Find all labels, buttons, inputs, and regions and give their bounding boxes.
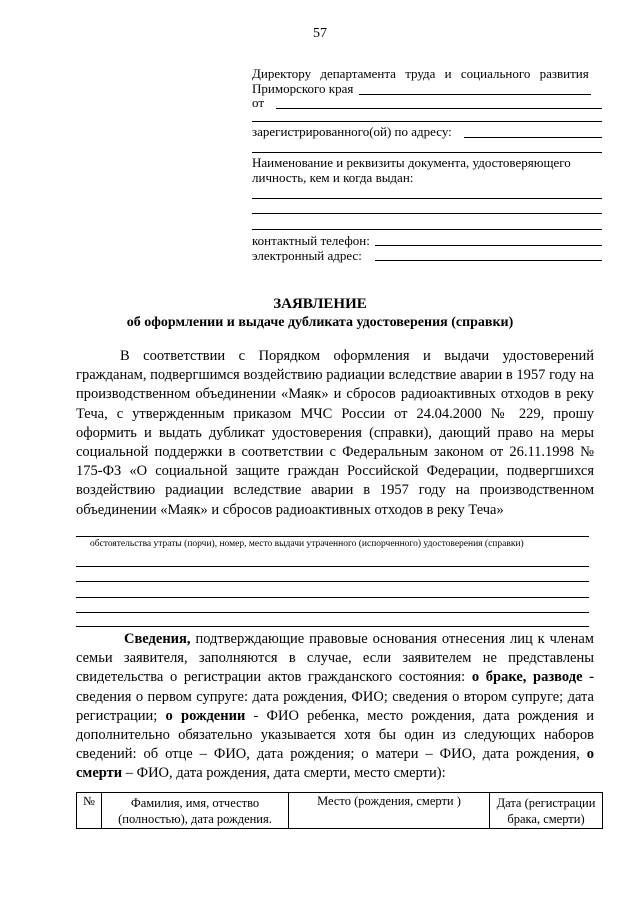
document-label-2: личность, кем и когда выдан: (252, 170, 414, 185)
from-fill-line[interactable] (276, 108, 602, 109)
col-date-line-2: брака, смерти) (507, 811, 585, 826)
registered-label: зарегистрированного(ой) по адресу: (252, 124, 452, 139)
application-paragraph: В соответствии с Порядком оформления и выдачи удостоверений гражданам, подвергшимся воздействию радиации вследствие аварии в 1957 году на производственном объединении «Маяк» и сбросов радиоактивных отходов в реку Теча, с утвержденным приказом МЧС России от 24.04.2000 № 229, прошу оформить и выдать дубликат удостоверения (справки), дающий право на меры социальной поддержки в соответствии с Федеральным законом от 26.11.1998 № 175-ФЗ «О социальной защите граждан Российской Федерации, подвергшихся воздействию радиации вследствие аварии в 1957 году на производственном объединении «Маяк» и сбросов радиоактивных отходов в реку Теча» (76, 348, 594, 518)
col-name-header (102, 793, 289, 829)
from-label: от (252, 95, 265, 110)
address-fill-line[interactable] (464, 137, 602, 138)
circumstances-line-5[interactable] (76, 612, 589, 613)
col-name-line-2: (полностью), дата рождения. (118, 811, 272, 826)
circumstances-line-3[interactable] (76, 581, 589, 582)
family-members-table (76, 792, 603, 829)
email-label: электронный адрес: (252, 248, 362, 263)
table-header-row (77, 793, 603, 829)
phone-label: контактный телефон: (252, 233, 370, 248)
col-date-line-1: Дата (регистрации (496, 795, 596, 810)
document-subtitle: об оформлении и выдаче дубликата удостоверения (справки) (126, 315, 514, 330)
info-text-3: - ФИО ребенка, место рождения, дата рождения и дополнительно обязательно указывается хотя бы один из следующих наборов сведений: об отце – ФИО, дата рождения; о матери – ФИО, дата рождения, (76, 707, 595, 763)
addressee-fill-line[interactable] (359, 94, 591, 95)
col-name-line-1: Фамилия, имя, отчество (130, 795, 260, 810)
page-number: 57 (313, 26, 327, 41)
addressee-line-2: Приморского края (252, 81, 354, 96)
document-fill-line-2[interactable] (252, 213, 602, 214)
circumstances-line-6[interactable] (76, 626, 589, 627)
document-fill-line-1[interactable] (252, 198, 602, 199)
circumstances-line-2[interactable] (76, 566, 589, 567)
document-fill-line-3[interactable] (252, 229, 602, 230)
circumstances-line-4[interactable] (76, 597, 589, 598)
addressee-line-1 (252, 66, 602, 81)
info-text-4: – ФИО, дата рождения, дата смерти, место смерти): (122, 765, 446, 782)
col-place-header: Место (рождения, смерти ) (289, 793, 490, 829)
addressee-text: Директору департамента труда и социального развития (252, 66, 589, 81)
phone-fill-line[interactable] (375, 245, 602, 246)
bold-term-marriage: о браке, разводе - (471, 669, 594, 686)
info-text-1: подтверждающие правовые основания отнесения лиц к членам семьи заявителя, заполняются в случае, если заявителем не представлены свидетельства о регистрации актов гражданского состояния: (76, 631, 594, 686)
email-fill-line[interactable] (375, 260, 602, 261)
application-text (76, 347, 594, 520)
address-fill-line-2[interactable] (252, 152, 602, 153)
document-label-1: Наименование и реквизиты документа, удостоверяющего (252, 155, 571, 170)
bold-term-death: о смерти (76, 746, 594, 782)
circumstances-line-1[interactable] (76, 536, 589, 537)
bold-term-birth: о рождении (165, 707, 246, 724)
col-date-header (490, 793, 603, 829)
circumstances-caption: обстоятельства утраты (порчи), номер, место выдачи утраченного (испорченного) удостоверения (справки) (90, 539, 524, 549)
info-text-2: сведения о первом супруге: дата рождения, ФИО; сведения о втором супруге; дата регистрации; (76, 688, 594, 724)
from-fill-line-2[interactable] (252, 121, 602, 122)
bold-term-info: Сведения, (124, 631, 191, 647)
document-title: ЗАЯВЛЕНИЕ (273, 296, 367, 312)
col-number-header: № (77, 793, 102, 829)
family-info-text (76, 630, 594, 784)
family-info-paragraph (76, 630, 594, 784)
